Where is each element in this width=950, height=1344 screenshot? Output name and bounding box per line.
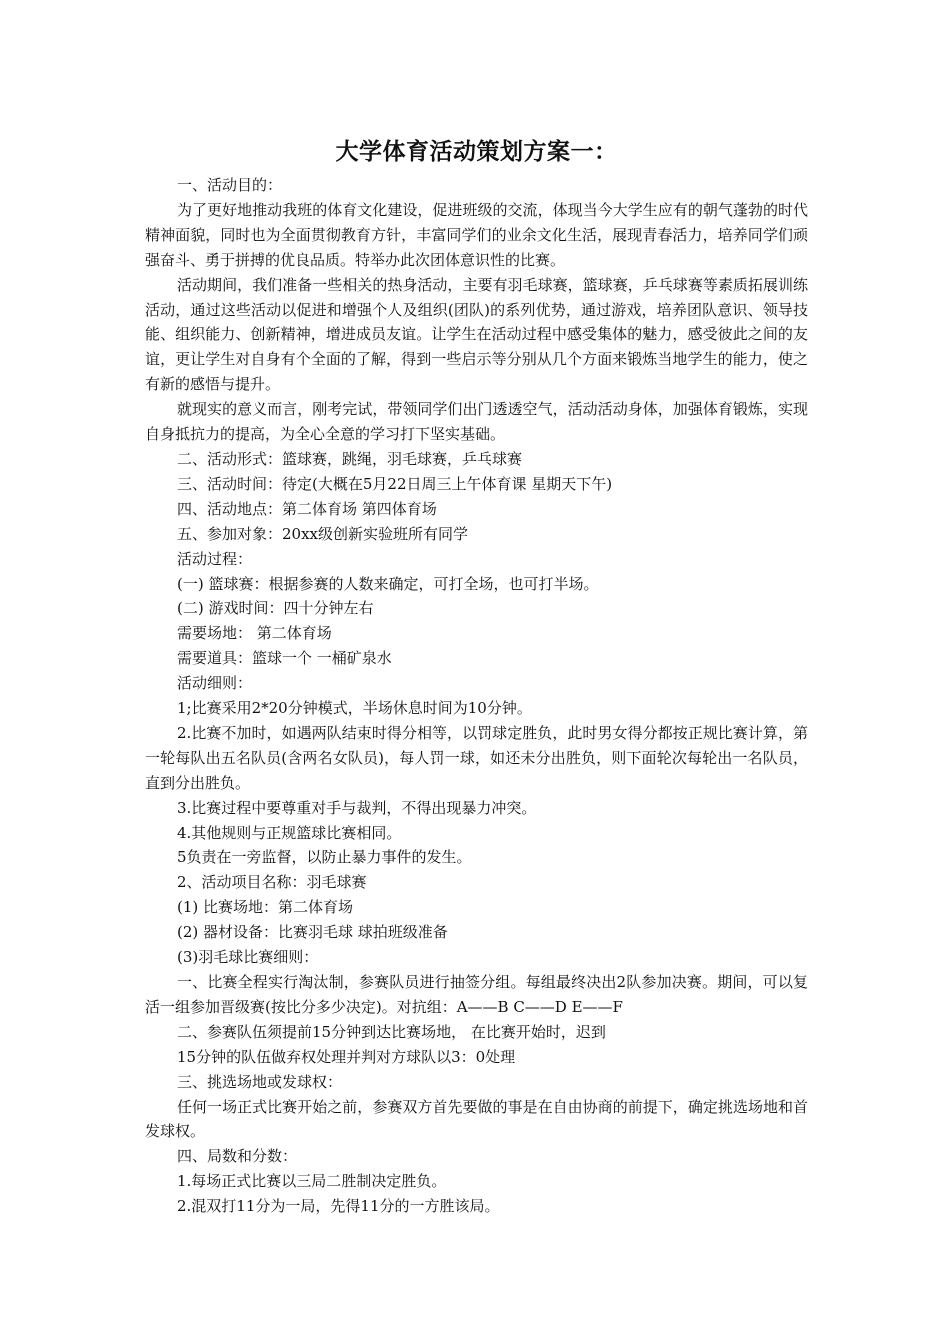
body-paragraph: 活动过程： <box>177 549 253 568</box>
body-paragraph: 为了更好地推动我班的体育文化建设，促进班级的交流，体现当今大学生应有的朝气蓬勃的时代精神面貌，同时也为全面贯彻教育方针，丰富同学们的业余文化生活，展现青春活力，培养同学们顽强奋斗、勇于拼搏的优良品质。特举办此次团体意识性的比赛。 <box>145 200 808 269</box>
body-paragraph: (一) 篮球赛：根据参赛的人数来确定，可打全场，也可打半场。 <box>177 574 599 593</box>
body-paragraph: 5负责在一旁监督，以防止暴力事件的发生。 <box>177 848 472 867</box>
body-paragraph: 2.混双打11分为一局，先得11分的一方胜该局。 <box>177 1197 500 1216</box>
body-paragraph: 任何一场正式比赛开始之前，参赛双方首先要做的事是在自由协商的前提下，确定挑选场地和首发球权。 <box>145 1097 808 1141</box>
body-paragraph: 1.每场正式比赛以三局二胜制决定胜负。 <box>177 1172 447 1191</box>
body-paragraph: 活动细则： <box>177 674 253 693</box>
document-page <box>145 132 808 1219</box>
body-paragraph: 二、活动形式：篮球赛，跳绳，羽毛球赛，乒乓球赛 <box>177 449 523 468</box>
body-paragraph: (2) 器材设备：比赛羽毛球 球拍班级准备 <box>177 923 448 942</box>
body-paragraph: 一、活动目的： <box>177 176 283 194</box>
body-paragraph: 需要道具：篮球一个 一桶矿泉水 <box>177 649 392 668</box>
body-paragraph: 3.比赛过程中要尊重对手与裁判，不得出现暴力冲突。 <box>177 798 537 817</box>
body-paragraph: (1) 比赛场地：第二体育场 <box>177 898 354 917</box>
body-paragraph: 1;比赛采用2*20分钟模式，半场休息时间为10分钟。 <box>177 699 532 718</box>
body-paragraph: 活动期间，我们准备一些相关的热身活动，主要有羽毛球赛，篮球赛，乒乓球赛等素质拓展训练活动，通过这些活动以促进和增强个人及组织(团队)的系列优势，通过游戏，培养团队意识、领导技能、组织能力、创新精神，增进成员友谊。让学生在活动过程中感受集体的魅力，感受彼此之间的友谊，更让学生对自身有个全面的了解，得到一些启示等分别从几个方面来锻炼当地学生的能力，使之有新的感悟与提升。 <box>145 275 808 394</box>
body-paragraph: 五、参加对象：20xx级创新实验班所有同学 <box>177 524 469 543</box>
body-paragraph: (二) 游戏时间：四十分钟左右 <box>177 599 374 618</box>
body-paragraph: 就现实的意义而言，刚考完试，带领同学们出门透透空气，活动活动身体，加强体育锻炼，实现自身抵抗力的提高，为全心全意的学习打下坚实基础。 <box>145 400 808 444</box>
body-paragraph: (3)羽毛球比赛细则： <box>177 948 319 967</box>
body-paragraph: 2、活动项目名称：羽毛球赛 <box>177 873 367 892</box>
body-paragraph: 一、比赛全程实行淘汰制，参赛队员进行抽签分组。每组最终决出2队参加决赛。期间，可以复活一组参加晋级赛(按比分多少决定)。对抗组：A——B C——D E——F <box>145 973 808 1016</box>
document-body <box>145 173 808 1219</box>
body-paragraph: 三、活动时间：待定(大概在5月22日周三上午体育课 星期天下午) <box>177 474 613 493</box>
document-title: 大学体育活动策划方案一： <box>335 139 618 165</box>
body-paragraph: 2.比赛不加时，如遇两队结束时得分相等，以罚球定胜负，此时男女得分都按正规比赛计算，第一轮每队出五名队员(含两名女队员)，每人罚一球，如还未分出胜负，则下面轮次每轮出一名队员，直到分出胜负。 <box>145 723 808 792</box>
body-paragraph: 四、活动地点：第二体育场 第四体育场 <box>177 499 437 518</box>
body-paragraph: 需要场地： 第二体育场 <box>177 624 332 643</box>
body-paragraph: 15分钟的队伍做弃权处理并判对方球队以3：0处理 <box>177 1047 516 1066</box>
body-paragraph: 4.其他规则与正规篮球比赛相同。 <box>177 823 402 842</box>
body-paragraph: 三、挑选场地或发球权： <box>177 1072 343 1091</box>
body-paragraph: 四、局数和分数： <box>177 1147 298 1166</box>
body-paragraph: 二、参赛队伍须提前15分钟到达比赛场地， 在比赛开始时，迟到 <box>177 1022 606 1041</box>
